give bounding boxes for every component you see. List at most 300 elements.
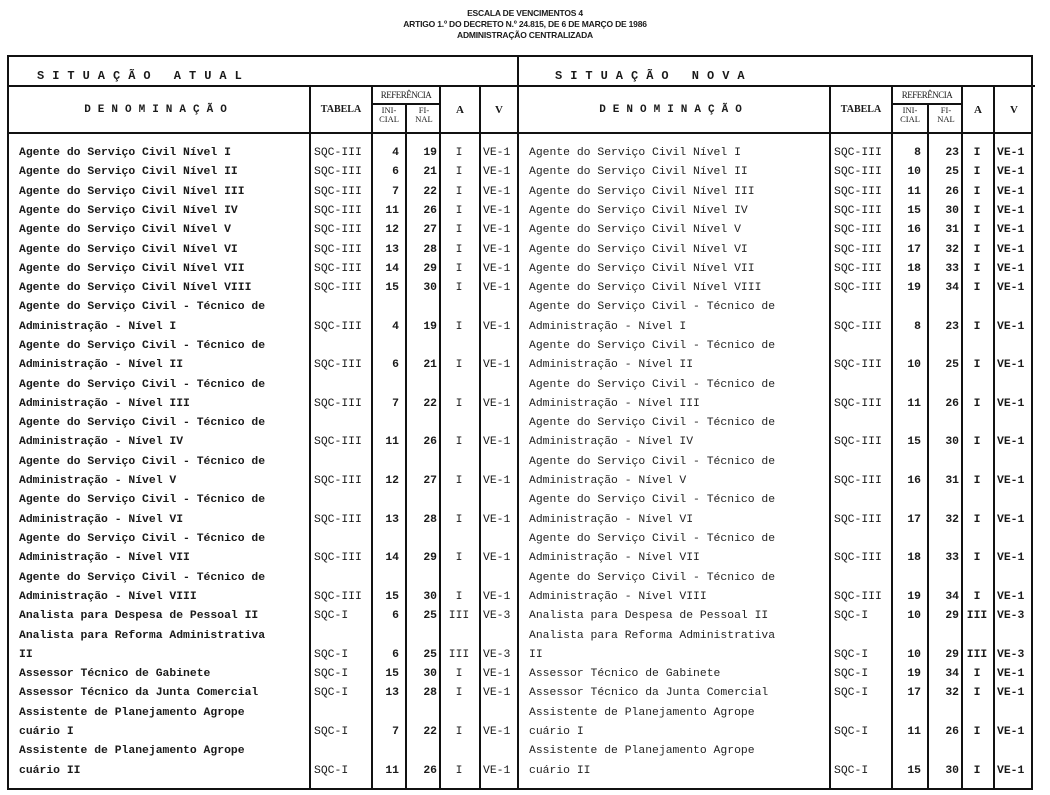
referencia-final-cell: 31	[945, 224, 959, 237]
v-cell: VE-1	[997, 552, 1025, 565]
v-cell: VE-1	[483, 668, 511, 681]
referencia-inicial-cell: 7	[392, 397, 399, 410]
a-cell: I	[455, 552, 463, 565]
v-cell: VE-1	[483, 185, 511, 198]
referencia-final-cell: 22	[423, 397, 437, 410]
a-cell: I	[973, 147, 981, 159]
a-cell: I	[455, 320, 463, 333]
v-cell: VE-1	[997, 243, 1025, 256]
table-row	[519, 241, 1035, 260]
denominacao-cell: Agente do Serviço Civil Nível III	[19, 185, 245, 198]
tabela-cell: SQC-I	[314, 648, 349, 661]
v-cell: VE-1	[483, 513, 511, 526]
tabela-cell: SQC-III	[834, 513, 882, 526]
a-cell: I	[973, 513, 981, 526]
referencia-final-cell: 28	[423, 243, 437, 256]
tabela-cell: SQC-III	[834, 359, 882, 372]
denominacao-cell: Agente do Serviço Civil Nível VI	[529, 243, 748, 256]
referencia-final-cell: 29	[423, 262, 437, 275]
v-cell: VE-1	[483, 552, 511, 565]
table-row	[9, 569, 517, 608]
denominacao-cell: Agente do Serviço Civil - Técnico de	[19, 533, 266, 545]
denominacao-cell: Administração - Nível I	[529, 320, 687, 333]
a-cell: I	[973, 436, 981, 449]
col-header-denominacao: DENOMINAÇÃO	[9, 87, 309, 134]
referencia-inicial-cell: 11	[385, 436, 399, 449]
v-cell: VE-1	[997, 725, 1025, 738]
a-cell: I	[455, 224, 463, 237]
v-cell: VE-1	[997, 282, 1025, 295]
tabela-cell: SQC-I	[314, 725, 349, 738]
a-cell: III	[448, 610, 470, 623]
referencia-final-cell: 26	[423, 436, 437, 449]
denominacao-cell: Administração - Nível VIII	[529, 590, 707, 603]
referencia-inicial-cell: 18	[907, 262, 921, 275]
referencia-inicial-cell: 19	[907, 282, 921, 295]
referencia-final-cell: 31	[945, 475, 959, 488]
referencia-inicial-cell: 12	[385, 475, 399, 488]
v-cell: VE-1	[997, 224, 1025, 237]
a-cell: I	[455, 243, 463, 256]
referencia-inicial-cell: 4	[392, 147, 399, 159]
a-cell: I	[973, 185, 981, 198]
a-cell: I	[455, 166, 463, 179]
referencia-inicial-cell: 8	[914, 320, 921, 333]
table-row	[519, 569, 1035, 608]
referencia-inicial-cell: 11	[907, 725, 921, 738]
referencia-inicial-cell: 16	[907, 475, 921, 488]
denominacao-cell: Agente do Serviço Civil Nível II	[19, 166, 238, 179]
denominacao-cell: Analista para Reforma Administrativa	[19, 629, 266, 642]
denominacao-cell: Administração - Nível VII	[19, 552, 190, 565]
referencia-inicial-cell: 10	[907, 166, 921, 179]
col-header-tabela: TABELA	[829, 87, 891, 134]
referencia-inicial-cell: 19	[907, 590, 921, 603]
header-line-2: ARTIGO 1.º DO DECRETO N.º 24.815, DE 6 DE MARÇO DE 1986	[403, 19, 647, 29]
v-cell: VE-1	[997, 668, 1025, 681]
v-cell: VE-1	[997, 262, 1025, 275]
tabela-cell: SQC-III	[314, 204, 362, 217]
table-row	[9, 530, 517, 569]
header-line-3: ADMINISTRAÇÃO CENTRALIZADA	[457, 30, 593, 40]
tabela-cell: SQC-III	[834, 147, 882, 159]
a-cell: I	[455, 513, 463, 526]
v-cell: VE-1	[483, 147, 511, 159]
a-cell: III	[966, 610, 988, 623]
referencia-final-cell: 22	[423, 725, 437, 738]
table-row	[9, 684, 517, 703]
referencia-inicial-cell: 11	[385, 204, 399, 217]
a-cell: I	[455, 668, 463, 681]
denominacao-cell: Agente do Serviço Civil - Técnico de	[19, 378, 266, 391]
denominacao-cell: Administração - Nível IV	[19, 436, 184, 449]
v-cell: VE-1	[483, 764, 511, 777]
v-cell: VE-1	[483, 359, 511, 372]
new-situation-section	[517, 57, 1035, 788]
a-cell: I	[455, 262, 463, 275]
a-cell: I	[455, 764, 463, 777]
tabela-cell: SQC-I	[834, 648, 869, 661]
referencia-inicial-cell: 15	[907, 764, 921, 777]
denominacao-cell: Agente do Serviço Civil Nível I	[529, 147, 741, 159]
table-row	[519, 665, 1035, 684]
tabela-cell: SQC-III	[314, 282, 362, 295]
a-cell: I	[973, 687, 981, 700]
a-cell: III	[966, 648, 988, 661]
v-cell: VE-1	[997, 185, 1025, 198]
referencia-inicial-cell: 19	[907, 668, 921, 681]
referencia-final-cell: 30	[945, 204, 959, 217]
col-header-final: FI- NAL	[415, 105, 433, 124]
v-cell: VE-1	[997, 166, 1025, 179]
denominacao-cell: Assessor Técnico de Gabinete	[529, 668, 721, 681]
table-row	[9, 202, 517, 221]
v-cell: VE-1	[483, 204, 511, 217]
tabela-cell: SQC-I	[314, 764, 349, 777]
referencia-inicial-cell: 18	[907, 552, 921, 565]
referencia-inicial-cell: 13	[385, 243, 399, 256]
table-row	[9, 627, 517, 666]
referencia-inicial-cell: 17	[907, 243, 921, 256]
denominacao-cell: Agente do Serviço Civil - Técnico de	[529, 494, 776, 507]
table-row	[519, 607, 1035, 626]
denominacao-cell: Assistente de Planejamento Agrope	[529, 745, 755, 758]
table-row	[9, 144, 517, 163]
referencia-inicial-cell: 17	[907, 687, 921, 700]
a-cell: I	[973, 282, 981, 295]
referencia-final-cell: 30	[423, 668, 437, 681]
table-row	[519, 202, 1035, 221]
referencia-final-cell: 25	[945, 359, 959, 372]
tabela-cell: SQC-III	[314, 475, 362, 488]
a-cell: I	[455, 590, 463, 603]
v-cell: VE-1	[483, 475, 511, 488]
a-cell: I	[973, 320, 981, 333]
denominacao-cell: Assessor Técnico da Junta Comercial	[19, 687, 259, 700]
referencia-inicial-cell: 14	[385, 262, 399, 275]
table-row	[519, 144, 1035, 163]
referencia-final-cell: 26	[423, 204, 437, 217]
a-cell: I	[973, 359, 981, 372]
table-row	[519, 298, 1035, 337]
referencia-final-cell: 21	[423, 166, 437, 179]
denominacao-cell: Agente do Serviço Civil Nível VIII	[19, 282, 252, 295]
referencia-inicial-cell: 15	[385, 590, 399, 603]
referencia-final-cell: 29	[945, 648, 959, 661]
table-row	[9, 298, 517, 337]
denominacao-cell: Agente do Serviço Civil Nível IV	[19, 204, 238, 217]
a-cell: I	[455, 436, 463, 449]
v-cell: VE-1	[997, 147, 1025, 159]
referencia-final-cell: 29	[945, 610, 959, 623]
tabela-cell: SQC-III	[314, 436, 362, 449]
table-row	[9, 491, 517, 530]
denominacao-cell: Agente do Serviço Civil - Técnico de	[19, 455, 266, 468]
v-cell: VE-3	[483, 648, 511, 661]
v-cell: VE-1	[997, 590, 1025, 603]
denominacao-cell: Agente do Serviço Civil Nível V	[19, 224, 231, 237]
a-cell: I	[973, 397, 981, 410]
v-cell: VE-1	[997, 764, 1025, 777]
table-row	[519, 530, 1035, 569]
v-cell: VE-1	[997, 320, 1025, 333]
table-row	[519, 221, 1035, 240]
tabela-cell: SQC-I	[834, 764, 869, 777]
referencia-final-cell: 19	[423, 147, 437, 159]
denominacao-cell: Agente do Serviço Civil - Técnico de	[19, 340, 266, 352]
referencia-inicial-cell: 15	[907, 436, 921, 449]
v-cell: VE-1	[483, 320, 511, 333]
denominacao-cell: Agente do Serviço Civil - Técnico de	[529, 455, 776, 468]
denominacao-cell: Administração - Nível II	[529, 359, 694, 372]
denominacao-cell: Assessor Técnico da Junta Comercial	[529, 687, 769, 700]
denominacao-cell: Assistente de Planejamento Agrope	[19, 745, 245, 758]
referencia-inicial-cell: 10	[907, 610, 921, 623]
referencia-final-cell: 28	[423, 513, 437, 526]
referencia-final-cell: 28	[423, 687, 437, 700]
tabela-cell: SQC-III	[834, 185, 882, 198]
col-header-final: FI- NAL	[937, 105, 955, 124]
v-cell: VE-1	[997, 204, 1025, 217]
tabela-cell: SQC-I	[314, 668, 349, 681]
tabela-cell: SQC-I	[834, 668, 869, 681]
a-cell: I	[973, 590, 981, 603]
denominacao-cell: Agente do Serviço Civil - Técnico de	[529, 533, 776, 545]
denominacao-cell: Agente do Serviço Civil - Técnico de	[19, 417, 266, 430]
referencia-final-cell: 27	[423, 475, 437, 488]
referencia-inicial-cell: 12	[385, 224, 399, 237]
table-row	[519, 337, 1035, 376]
referencia-final-cell: 26	[945, 725, 959, 738]
denominacao-cell: cuário II	[529, 764, 591, 777]
v-cell: VE-1	[483, 166, 511, 179]
tabela-cell: SQC-I	[834, 610, 869, 623]
table-row	[519, 260, 1035, 279]
denominacao-cell: Administração - Nível II	[19, 359, 184, 372]
table-row	[9, 241, 517, 260]
col-header-a: A	[439, 87, 479, 134]
table-row	[9, 337, 517, 376]
referencia-final-cell: 32	[945, 243, 959, 256]
col-header-v: V	[993, 87, 1033, 134]
denominacao-cell: Agente do Serviço Civil Nível IV	[529, 204, 748, 217]
table-row	[9, 414, 517, 453]
referencia-final-cell: 25	[423, 648, 437, 661]
table-row	[9, 376, 517, 415]
v-cell: VE-1	[997, 687, 1025, 700]
referencia-final-cell: 26	[945, 397, 959, 410]
table-row	[9, 279, 517, 298]
referencia-final-cell: 25	[423, 610, 437, 623]
table-row	[9, 163, 517, 182]
referencia-final-cell: 32	[945, 687, 959, 700]
referencia-final-cell: 26	[423, 764, 437, 777]
denominacao-cell: Agente do Serviço Civil - Técnico de	[529, 378, 776, 391]
referencia-final-cell: 32	[945, 513, 959, 526]
v-cell: VE-1	[997, 436, 1025, 449]
denominacao-cell: Administração - Nível V	[529, 475, 687, 488]
denominacao-cell: Assistente de Planejamento Agrope	[529, 706, 755, 719]
referencia-final-cell: 30	[423, 282, 437, 295]
tabela-cell: SQC-III	[314, 166, 362, 179]
referencia-inicial-cell: 10	[907, 359, 921, 372]
a-cell: I	[455, 397, 463, 410]
referencia-final-cell: 23	[945, 320, 959, 333]
a-cell: I	[973, 764, 981, 777]
denominacao-cell: Assessor Técnico de Gabinete	[19, 668, 211, 681]
table-row	[519, 163, 1035, 182]
a-cell: I	[973, 262, 981, 275]
table-row	[9, 665, 517, 684]
denominacao-cell: Administração - Nível I	[19, 320, 177, 333]
referencia-final-cell: 34	[945, 668, 959, 681]
a-cell: I	[973, 204, 981, 217]
tabela-cell: SQC-III	[834, 166, 882, 179]
tabela-cell: SQC-I	[834, 687, 869, 700]
v-cell: VE-1	[483, 282, 511, 295]
v-cell: VE-1	[997, 475, 1025, 488]
a-cell: I	[973, 475, 981, 488]
a-cell: I	[973, 166, 981, 179]
referencia-inicial-cell: 16	[907, 224, 921, 237]
col-header-referencia	[891, 87, 961, 134]
tabela-cell: SQC-I	[314, 610, 349, 623]
tabela-cell: SQC-III	[834, 262, 882, 275]
table-row	[9, 221, 517, 240]
denominacao-cell: Agente do Serviço Civil - Técnico de	[19, 494, 266, 507]
v-cell: VE-1	[483, 436, 511, 449]
a-cell: I	[455, 359, 463, 372]
referencia-inicial-cell: 11	[907, 185, 921, 198]
referencia-final-cell: 30	[945, 436, 959, 449]
v-cell: VE-3	[483, 610, 511, 623]
referencia-label: REFERÊNCIA	[373, 87, 439, 105]
tabela-cell: SQC-III	[834, 590, 882, 603]
v-cell: VE-1	[483, 725, 511, 738]
denominacao-cell: Agente do Serviço Civil Nível V	[529, 224, 741, 237]
table-row	[519, 684, 1035, 703]
tabela-cell: SQC-III	[834, 552, 882, 565]
denominacao-cell: Administração - Nível VI	[19, 513, 184, 526]
denominacao-cell: Administração - Nível VIII	[19, 590, 197, 603]
tabela-cell: SQC-III	[314, 513, 362, 526]
v-cell: VE-1	[483, 590, 511, 603]
v-cell: VE-1	[997, 513, 1025, 526]
referencia-inicial-cell: 4	[392, 320, 399, 333]
denominacao-cell: Agente do Serviço Civil Nível VI	[19, 243, 238, 256]
section-title-new: SITUAÇÃO NOVA	[519, 57, 1035, 87]
denominacao-cell: Administração - Nível III	[19, 397, 190, 410]
referencia-inicial-cell: 15	[385, 282, 399, 295]
denominacao-cell: Administração - Nível III	[529, 397, 700, 410]
denominacao-cell: cuário I	[529, 725, 584, 738]
tabela-cell: SQC-III	[314, 552, 362, 565]
referencia-final-cell: 33	[945, 262, 959, 275]
tabela-cell: SQC-III	[834, 243, 882, 256]
col-header-referencia	[371, 87, 439, 134]
tabela-cell: SQC-III	[314, 262, 362, 275]
denominacao-cell: Agente do Serviço Civil - Técnico de	[19, 571, 266, 584]
col-header-tabela: TABELA	[309, 87, 371, 134]
referencia-inicial-cell: 13	[385, 687, 399, 700]
a-cell: I	[455, 282, 463, 295]
denominacao-cell: Agente do Serviço Civil - Técnico de	[19, 301, 266, 314]
referencia-final-cell: 27	[423, 224, 437, 237]
a-cell: I	[455, 147, 463, 159]
table-row	[9, 607, 517, 626]
tabela-cell: SQC-III	[314, 590, 362, 603]
tabela-cell: SQC-III	[834, 397, 882, 410]
table-row	[519, 376, 1035, 415]
tabela-cell: SQC-I	[834, 725, 869, 738]
tabela-cell: SQC-III	[834, 282, 882, 295]
referencia-inicial-cell: 10	[907, 648, 921, 661]
table-row	[9, 260, 517, 279]
v-cell: VE-1	[483, 687, 511, 700]
referencia-inicial-cell: 6	[392, 648, 399, 661]
tabela-cell: SQC-III	[834, 320, 882, 333]
denominacao-cell: II	[19, 648, 33, 661]
tabela-cell: SQC-III	[314, 185, 362, 198]
referencia-inicial-cell: 6	[392, 610, 399, 623]
table-row	[519, 453, 1035, 492]
table-row	[519, 414, 1035, 453]
denominacao-cell: Administração - Nível VII	[529, 552, 700, 565]
denominacao-cell: Agente do Serviço Civil - Técnico de	[529, 571, 776, 584]
header-line-1: ESCALA DE VENCIMENTOS 4	[467, 8, 583, 18]
referencia-inicial-cell: 15	[385, 668, 399, 681]
denominacao-cell: cuário II	[19, 764, 81, 777]
referencia-inicial-cell: 13	[385, 513, 399, 526]
tabela-cell: SQC-III	[834, 475, 882, 488]
a-cell: I	[455, 185, 463, 198]
denominacao-cell: cuário I	[19, 725, 74, 738]
v-cell: VE-1	[483, 397, 511, 410]
denominacao-cell: Administração - Nível V	[19, 475, 177, 488]
referencia-inicial-cell: 17	[907, 513, 921, 526]
denominacao-cell: Administração - Nível IV	[529, 436, 694, 449]
tabela-cell: SQC-III	[834, 224, 882, 237]
tabela-cell: SQC-III	[314, 224, 362, 237]
current-situation-section	[9, 57, 517, 788]
col-header-inicial: INI- CIAL	[373, 103, 407, 132]
referencia-final-cell: 22	[423, 185, 437, 198]
document-header	[0, 8, 1050, 41]
section-title-current: SITUAÇÃO ATUAL	[9, 57, 517, 87]
table-row	[519, 627, 1035, 666]
v-cell: VE-1	[997, 359, 1025, 372]
denominacao-cell: Agente do Serviço Civil Nível III	[529, 185, 755, 198]
col-header-denominacao: DENOMINAÇÃO	[519, 87, 829, 134]
v-cell: VE-3	[997, 648, 1025, 661]
table-row	[9, 183, 517, 202]
a-cell: I	[455, 475, 463, 488]
table-row	[519, 279, 1035, 298]
referencia-final-cell: 34	[945, 590, 959, 603]
tabela-cell: SQC-III	[314, 397, 362, 410]
table-row	[9, 453, 517, 492]
referencia-inicial-cell: 8	[914, 147, 921, 159]
a-cell: I	[455, 204, 463, 217]
denominacao-cell: II	[529, 648, 543, 661]
col-header-v: V	[479, 87, 517, 134]
a-cell: I	[455, 725, 463, 738]
denominacao-cell: Analista para Reforma Administrativa	[529, 629, 776, 642]
referencia-label: REFERÊNCIA	[893, 87, 961, 105]
referencia-final-cell: 30	[945, 764, 959, 777]
table-row	[519, 183, 1035, 202]
tabela-cell: SQC-III	[314, 320, 362, 333]
